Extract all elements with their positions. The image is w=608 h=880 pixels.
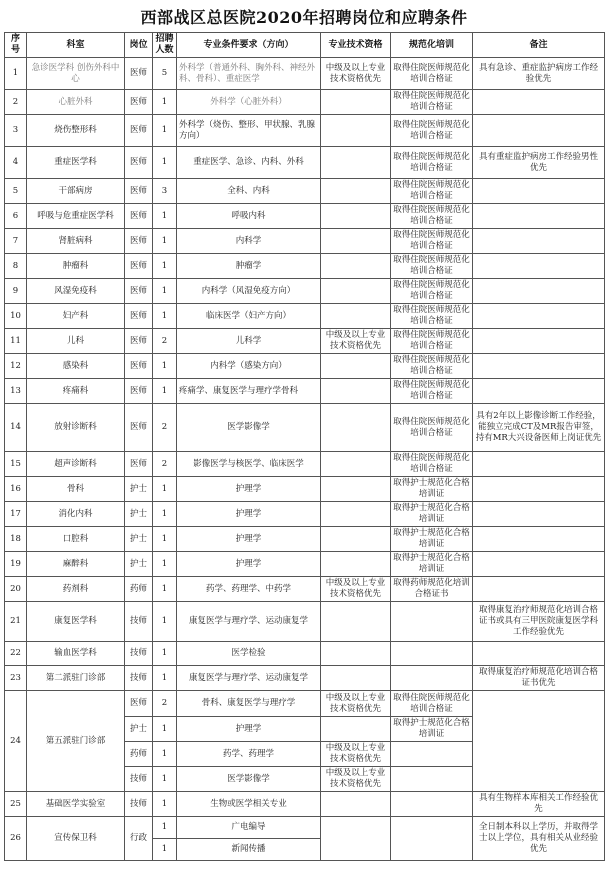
- table-row: [5, 254, 605, 279]
- count-cell: 1: [153, 602, 177, 642]
- major-cell: 内科学（感染方向）: [177, 354, 321, 379]
- department-cell: 心脏外科: [27, 90, 125, 115]
- post-cell: 医师: [125, 452, 153, 477]
- row-number: 23: [5, 666, 27, 691]
- note-cell: [473, 577, 605, 602]
- major-cell: 疼痛学、康复医学与理疗学骨科: [177, 379, 321, 404]
- row-number: 9: [5, 279, 27, 304]
- training-cell: 取得住院医师规范化培训合格证: [391, 304, 473, 329]
- major-cell: 内科学: [177, 229, 321, 254]
- note-cell: [473, 477, 605, 502]
- qualification-cell: 中级及以上专业技术资格优先: [321, 767, 391, 792]
- table-row: [5, 642, 605, 666]
- qualification-cell: [321, 642, 391, 666]
- department-cell: 疼痛科: [27, 379, 125, 404]
- note-cell: [473, 691, 605, 792]
- post-cell: 医师: [125, 304, 153, 329]
- training-cell: 取得住院医师规范化培训合格证: [391, 452, 473, 477]
- major-cell: 护理学: [177, 477, 321, 502]
- count-cell: 1: [153, 767, 177, 792]
- post-cell: 技师: [125, 642, 153, 666]
- row-number: 18: [5, 527, 27, 552]
- count-cell: 1: [153, 304, 177, 329]
- training-cell: 取得住院医师规范化培训合格证: [391, 90, 473, 115]
- note-cell: [473, 452, 605, 477]
- post-cell: 医师: [125, 279, 153, 304]
- row-number: 22: [5, 642, 27, 666]
- qualification-cell: 中级及以上专业技术资格优先: [321, 577, 391, 602]
- row-number: 19: [5, 552, 27, 577]
- major-cell: 新闻传播: [177, 839, 321, 861]
- qualification-cell: [321, 90, 391, 115]
- qualification-cell: [321, 379, 391, 404]
- count-cell: 2: [153, 329, 177, 354]
- major-cell: 全科、内科: [177, 179, 321, 204]
- department-cell: 宣传保卫科: [27, 817, 125, 861]
- note-cell: [473, 204, 605, 229]
- qualification-cell: [321, 452, 391, 477]
- major-cell: 外科学（心脏外科）: [177, 90, 321, 115]
- post-cell: 医师: [125, 58, 153, 90]
- count-cell: 1: [153, 204, 177, 229]
- row-number: 2: [5, 90, 27, 115]
- count-cell: 1: [153, 379, 177, 404]
- major-cell: 外科学（烧伤、整形、甲状腺、乳腺方向）: [177, 115, 321, 147]
- note-cell: [473, 279, 605, 304]
- post-cell: 行政: [125, 817, 153, 861]
- header-cell: 专业条件要求（方向）: [177, 33, 321, 58]
- count-cell: 1: [153, 839, 177, 861]
- department-cell: 输血医学科: [27, 642, 125, 666]
- table-row: [5, 666, 605, 691]
- note-cell: [473, 329, 605, 354]
- training-cell: [391, 602, 473, 642]
- major-cell: 医学影像学: [177, 404, 321, 452]
- post-cell: 医师: [125, 204, 153, 229]
- department-cell: 肿瘤科: [27, 254, 125, 279]
- major-cell: 护理学: [177, 502, 321, 527]
- count-cell: 1: [153, 742, 177, 767]
- major-cell: 康复医学与理疗学、运动康复学: [177, 666, 321, 691]
- qualification-cell: [321, 354, 391, 379]
- training-cell: [391, 767, 473, 792]
- row-number: 8: [5, 254, 27, 279]
- major-cell: 广电编导: [177, 817, 321, 839]
- department-cell: 妇产科: [27, 304, 125, 329]
- training-cell: [391, 642, 473, 666]
- count-cell: 1: [153, 717, 177, 742]
- post-cell: 护士: [125, 552, 153, 577]
- qualification-cell: [321, 147, 391, 179]
- department-cell: 第五派驻门诊部: [27, 691, 125, 792]
- post-cell: 医师: [125, 90, 153, 115]
- major-cell: 药学、药理学: [177, 742, 321, 767]
- department-cell: 口腔科: [27, 527, 125, 552]
- table-row: [5, 329, 605, 354]
- table-row: [5, 379, 605, 404]
- post-cell: 药师: [125, 742, 153, 767]
- post-cell: 医师: [125, 354, 153, 379]
- post-cell: 医师: [125, 691, 153, 717]
- note-cell: 取得康复治疗师规范化培训合格证书优先: [473, 666, 605, 691]
- table-row: [5, 527, 605, 552]
- post-cell: 药师: [125, 577, 153, 602]
- header-cell: 专业技术资格: [321, 33, 391, 58]
- training-cell: 取得住院医师规范化培训合格证: [391, 179, 473, 204]
- count-cell: 1: [153, 477, 177, 502]
- row-number: 10: [5, 304, 27, 329]
- count-cell: 1: [153, 577, 177, 602]
- table-row: [5, 354, 605, 379]
- qualification-cell: 中级及以上专业技术资格优先: [321, 329, 391, 354]
- count-cell: 1: [153, 642, 177, 666]
- post-cell: 护士: [125, 477, 153, 502]
- row-number: 17: [5, 502, 27, 527]
- training-cell: 取得住院医师规范化培训合格证: [391, 404, 473, 452]
- table-row: [5, 204, 605, 229]
- post-cell: 技师: [125, 602, 153, 642]
- count-cell: 1: [153, 90, 177, 115]
- note-cell: [473, 229, 605, 254]
- post-cell: 护士: [125, 527, 153, 552]
- post-cell: 技师: [125, 767, 153, 792]
- note-cell: 全日制本科以上学历，并取得学士以上学位，具有相关从业经验优先: [473, 817, 605, 861]
- major-cell: 影像医学与核医学、临床医学: [177, 452, 321, 477]
- training-cell: 取得住院医师规范化培训合格证: [391, 58, 473, 90]
- table-row: [5, 602, 605, 642]
- department-cell: 急诊医学科 创伤外科中心: [27, 58, 125, 90]
- note-cell: [473, 527, 605, 552]
- training-cell: 取得住院医师规范化培训合格证: [391, 254, 473, 279]
- training-cell: 取得住院医师规范化培训合格证: [391, 229, 473, 254]
- department-cell: 呼吸与危重症医学科: [27, 204, 125, 229]
- department-cell: 烧伤整形科: [27, 115, 125, 147]
- note-cell: [473, 642, 605, 666]
- header-cell: 备注: [473, 33, 605, 58]
- qualification-cell: [321, 502, 391, 527]
- post-cell: 医师: [125, 329, 153, 354]
- qualification-cell: [321, 404, 391, 452]
- major-cell: 护理学: [177, 552, 321, 577]
- row-number: 15: [5, 452, 27, 477]
- qualification-cell: [321, 179, 391, 204]
- department-cell: 基础医学实验室: [27, 792, 125, 817]
- training-cell: 取得药师规范化培训合格证书: [391, 577, 473, 602]
- qualification-cell: 中级及以上专业技术资格优先: [321, 742, 391, 767]
- row-number: 12: [5, 354, 27, 379]
- training-cell: [391, 666, 473, 691]
- note-cell: [473, 90, 605, 115]
- post-cell: 医师: [125, 404, 153, 452]
- table-body: [5, 58, 605, 861]
- department-cell: 第二派驻门诊部: [27, 666, 125, 691]
- table-row: [5, 817, 605, 839]
- department-cell: 感染科: [27, 354, 125, 379]
- department-cell: 放射诊断科: [27, 404, 125, 452]
- row-number: 3: [5, 115, 27, 147]
- major-cell: 内科学（风湿免疫方向）: [177, 279, 321, 304]
- header-cell: 序号: [5, 33, 27, 58]
- qualification-cell: [321, 817, 391, 861]
- table-row: [5, 552, 605, 577]
- table-row: [5, 229, 605, 254]
- count-cell: 1: [153, 502, 177, 527]
- header-cell: 招聘人数: [153, 33, 177, 58]
- note-cell: [473, 552, 605, 577]
- table-row: [5, 577, 605, 602]
- training-cell: 取得住院医师规范化培训合格证: [391, 204, 473, 229]
- note-cell: 具有急诊、重症监护病房工作经验优先: [473, 58, 605, 90]
- count-cell: 3: [153, 179, 177, 204]
- qualification-cell: [321, 552, 391, 577]
- qualification-cell: [321, 204, 391, 229]
- training-cell: 取得住院医师规范化培训合格证: [391, 329, 473, 354]
- count-cell: 2: [153, 691, 177, 717]
- training-cell: 取得护士规范化合格培训证: [391, 527, 473, 552]
- major-cell: 肿瘤学: [177, 254, 321, 279]
- table-row: [5, 691, 605, 717]
- row-number: 1: [5, 58, 27, 90]
- training-cell: [391, 817, 473, 861]
- count-cell: 1: [153, 666, 177, 691]
- training-cell: [391, 742, 473, 767]
- qualification-cell: [321, 477, 391, 502]
- post-cell: 护士: [125, 717, 153, 742]
- table-row: [5, 279, 605, 304]
- table-row: [5, 147, 605, 179]
- header-cell: 规范化培训: [391, 33, 473, 58]
- department-cell: 儿科: [27, 329, 125, 354]
- table-row: [5, 404, 605, 452]
- row-number: 14: [5, 404, 27, 452]
- row-number: 7: [5, 229, 27, 254]
- row-number: 21: [5, 602, 27, 642]
- document-title: 西部战区总医院2020年招聘岗位和应聘条件: [140, 8, 468, 27]
- note-cell: 具有重症监护病房工作经验男性优先: [473, 147, 605, 179]
- recruitment-table: [4, 32, 605, 861]
- note-cell: 具有生物样本库相关工作经验优先: [473, 792, 605, 817]
- note-cell: [473, 379, 605, 404]
- major-cell: 临床医学（妇产方向）: [177, 304, 321, 329]
- qualification-cell: 中级及以上专业技术资格优先: [321, 58, 391, 90]
- qualification-cell: [321, 792, 391, 817]
- header-cell: 科室: [27, 33, 125, 58]
- count-cell: 1: [153, 552, 177, 577]
- count-cell: 1: [153, 229, 177, 254]
- major-cell: 骨科、康复医学与理疗学: [177, 691, 321, 717]
- note-cell: [473, 304, 605, 329]
- post-cell: 技师: [125, 666, 153, 691]
- table-row: [5, 179, 605, 204]
- row-number: 6: [5, 204, 27, 229]
- training-cell: 取得护士规范化合格培训证: [391, 552, 473, 577]
- row-number: 4: [5, 147, 27, 179]
- note-cell: [473, 115, 605, 147]
- count-cell: 1: [153, 279, 177, 304]
- table-row: [5, 452, 605, 477]
- training-cell: 取得护士规范化合格培训证: [391, 477, 473, 502]
- major-cell: 儿科学: [177, 329, 321, 354]
- major-cell: 医学影像学: [177, 767, 321, 792]
- training-cell: [391, 792, 473, 817]
- post-cell: 医师: [125, 229, 153, 254]
- count-cell: 1: [153, 817, 177, 839]
- training-cell: 取得护士规范化合格培训证: [391, 717, 473, 742]
- department-cell: 重症医学科: [27, 147, 125, 179]
- qualification-cell: [321, 527, 391, 552]
- department-cell: 麻醉科: [27, 552, 125, 577]
- major-cell: 外科学（普通外科、胸外科、神经外科、骨科）、重症医学: [177, 58, 321, 90]
- training-cell: 取得住院医师规范化培训合格证: [391, 379, 473, 404]
- major-cell: 重症医学、急诊、内科、外科: [177, 147, 321, 179]
- major-cell: 康复医学与理疗学、运动康复学: [177, 602, 321, 642]
- major-cell: 护理学: [177, 527, 321, 552]
- count-cell: 1: [153, 527, 177, 552]
- table-row: [5, 90, 605, 115]
- row-number: 24: [5, 691, 27, 792]
- department-cell: 骨科: [27, 477, 125, 502]
- qualification-cell: [321, 717, 391, 742]
- table-row: [5, 304, 605, 329]
- training-cell: 取得住院医师规范化培训合格证: [391, 147, 473, 179]
- major-cell: 生物或医学相关专业: [177, 792, 321, 817]
- count-cell: 1: [153, 115, 177, 147]
- qualification-cell: [321, 666, 391, 691]
- count-cell: 1: [153, 254, 177, 279]
- count-cell: 5: [153, 58, 177, 90]
- qualification-cell: [321, 115, 391, 147]
- department-cell: 康复医学科: [27, 602, 125, 642]
- post-cell: 医师: [125, 115, 153, 147]
- count-cell: 2: [153, 404, 177, 452]
- note-cell: 取得康复治疗师规范化培训合格证书或具有三甲医院康复医学科工作经验优先: [473, 602, 605, 642]
- qualification-cell: [321, 304, 391, 329]
- qualification-cell: [321, 279, 391, 304]
- post-cell: 医师: [125, 147, 153, 179]
- note-cell: [473, 254, 605, 279]
- count-cell: 1: [153, 354, 177, 379]
- post-cell: 医师: [125, 379, 153, 404]
- training-cell: 取得住院医师规范化培训合格证: [391, 691, 473, 717]
- header-cell: 岗位: [125, 33, 153, 58]
- row-number: 16: [5, 477, 27, 502]
- row-number: 13: [5, 379, 27, 404]
- post-cell: 医师: [125, 254, 153, 279]
- note-cell: [473, 502, 605, 527]
- major-cell: 医学检验: [177, 642, 321, 666]
- table-row: [5, 477, 605, 502]
- department-cell: 风湿免疫科: [27, 279, 125, 304]
- note-cell: [473, 354, 605, 379]
- count-cell: 2: [153, 452, 177, 477]
- table-row: [5, 115, 605, 147]
- post-cell: 技师: [125, 792, 153, 817]
- header-row: [5, 33, 605, 58]
- major-cell: 护理学: [177, 717, 321, 742]
- table-row: [5, 58, 605, 90]
- department-cell: 干部病房: [27, 179, 125, 204]
- table-row: [5, 792, 605, 817]
- note-cell: [473, 179, 605, 204]
- post-cell: 护士: [125, 502, 153, 527]
- major-cell: 药学、药理学、中药学: [177, 577, 321, 602]
- department-cell: 消化内科: [27, 502, 125, 527]
- post-cell: 医师: [125, 179, 153, 204]
- major-cell: 呼吸内科: [177, 204, 321, 229]
- row-number: 11: [5, 329, 27, 354]
- training-cell: 取得护士规范化合格培训证: [391, 502, 473, 527]
- department-cell: 肾脏病科: [27, 229, 125, 254]
- qualification-cell: 中级及以上专业技术资格优先: [321, 691, 391, 717]
- training-cell: 取得住院医师规范化培训合格证: [391, 279, 473, 304]
- qualification-cell: [321, 229, 391, 254]
- department-cell: 超声诊断科: [27, 452, 125, 477]
- training-cell: 取得住院医师规范化培训合格证: [391, 354, 473, 379]
- note-cell: 具有2年以上影像诊断工作经验，能独立完成CT及MR报告审签，持有MR大兴设备医师上岗证优先: [473, 404, 605, 452]
- department-cell: 药剂科: [27, 577, 125, 602]
- row-number: 20: [5, 577, 27, 602]
- count-cell: 1: [153, 147, 177, 179]
- table-row: [5, 502, 605, 527]
- row-number: 26: [5, 817, 27, 861]
- training-cell: 取得住院医师规范化培训合格证: [391, 115, 473, 147]
- qualification-cell: [321, 602, 391, 642]
- qualification-cell: [321, 254, 391, 279]
- row-number: 5: [5, 179, 27, 204]
- row-number: 25: [5, 792, 27, 817]
- count-cell: 1: [153, 792, 177, 817]
